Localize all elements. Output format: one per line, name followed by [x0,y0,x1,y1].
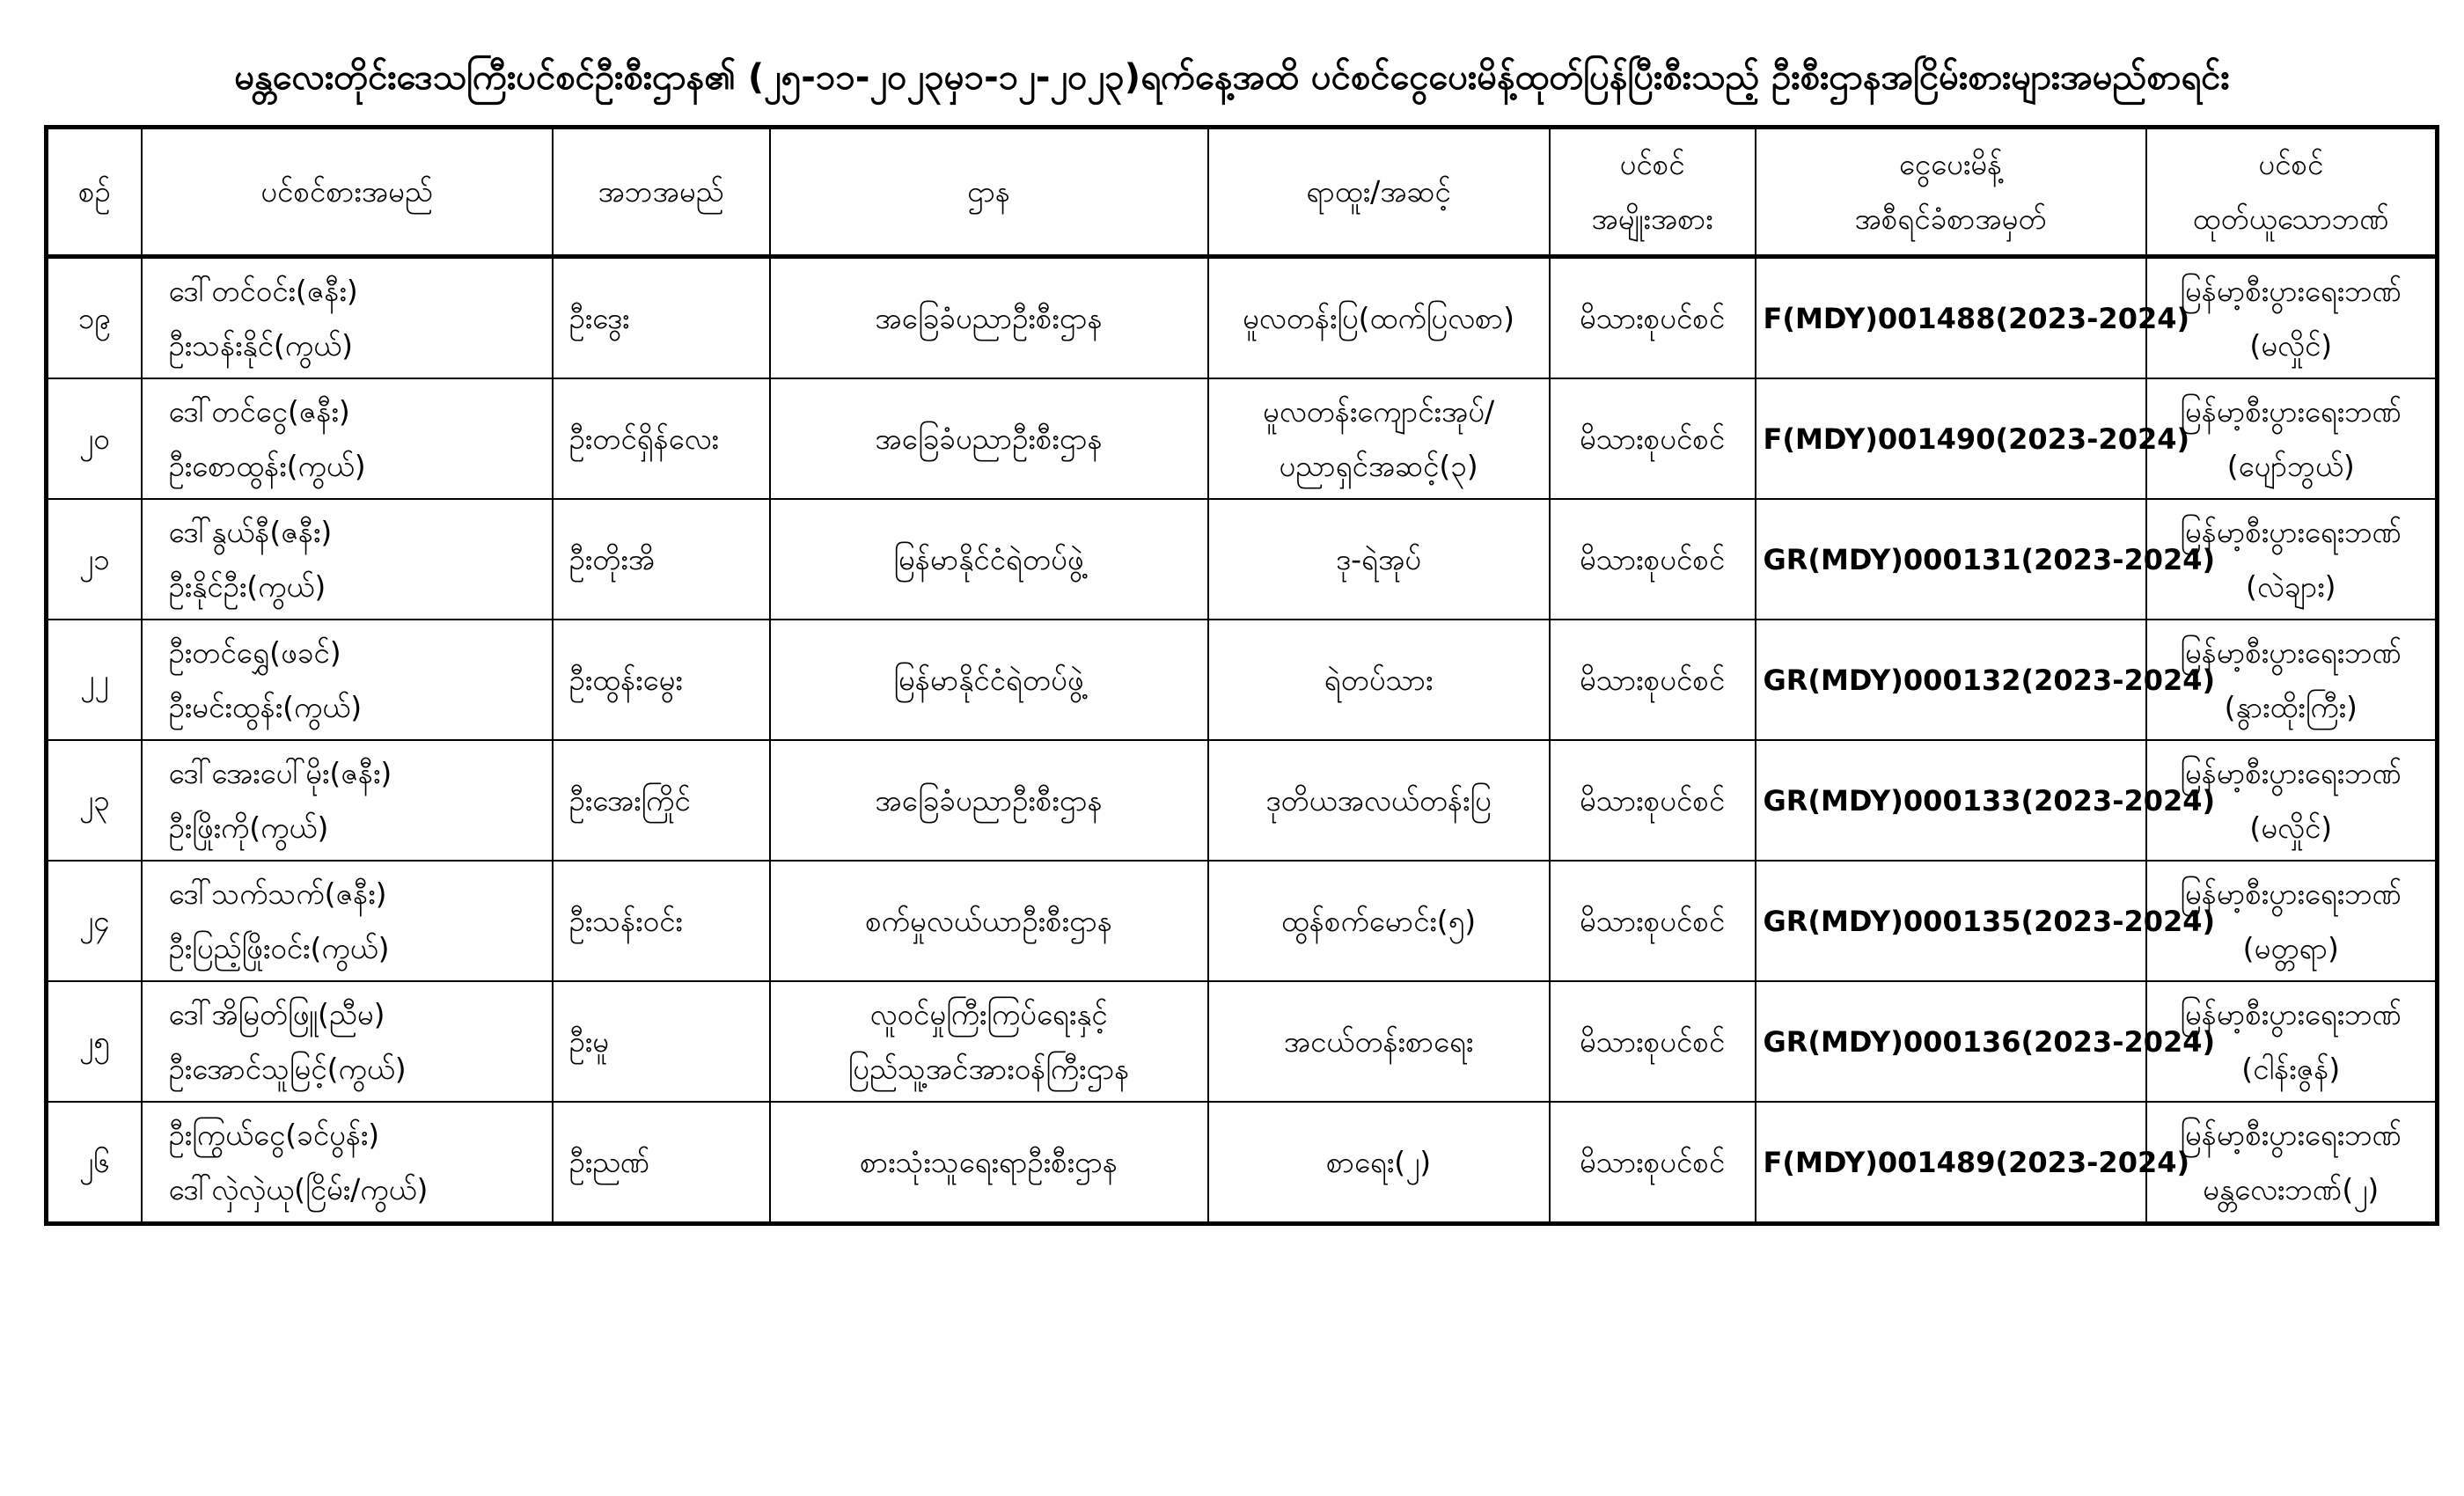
rank-cell-text: အငယ်တန်းစာရေး [1283,1023,1474,1059]
department-cell [770,1102,1208,1224]
department-cell [770,981,1208,1102]
pension-type-cell [1550,499,1756,620]
father-name-cell-text: ဦးသန်းဝင်း [568,903,683,938]
department-cell [770,378,1208,499]
pensioner-name-cell [142,1102,553,1224]
table-body [47,257,2438,1224]
pension-type-cell-text: မိသားစုပင်စင် [1579,421,1726,456]
pensioner-name-cell-text: ဦးစောထွန်း(ကွယ်) [168,448,366,483]
father-name-cell-text: ဦးညဏ် [568,1144,650,1179]
payment-order-cell-text: GR(MDY)000132(2023-2024) [1763,663,2216,697]
pension-type-cell-text: မိသားစုပင်စင် [1579,782,1726,818]
serial-cell [47,1102,142,1224]
bank-cell-text: (လဲချား) [2246,568,2336,604]
payment-order-cell-text: F(MDY)001488(2023-2024) [1763,301,2190,335]
rank-cell-text: ပညာရှင်အဆင့်(၃) [1279,448,1478,483]
pensioner-name-cell [142,257,553,379]
serial-cell-text: ၂၄ [78,903,110,938]
header-label-line1: စဉ် [77,174,111,209]
payment-order-cell [1756,981,2216,1102]
bank-cell-text: မြန်မာ့စီးပွားရေးဘဏ် [2180,273,2402,308]
pensioner-name-cell-text: ဒေါ်အိမြတ်ဖြူ(ညီမ) [168,996,385,1031]
bank-cell-text: (နွားထိုးကြီး) [2224,689,2358,724]
pension-type-cell [1550,378,1756,499]
header-serial [47,128,142,257]
serial-cell [47,257,142,379]
header-label-line1: အဘအမည် [598,174,724,209]
department-cell-text: မြန်မာနိုင်ငံရဲတပ်ဖွဲ့ [893,541,1084,576]
pension-type-cell [1550,861,1756,981]
bank-cell-text: မြန်မာ့စီးပွားရေးဘဏ် [2180,634,2402,670]
rank-cell-text: ဒုတိယအလယ်တန်းပြ [1265,782,1492,818]
header-pension-type [1550,128,1756,257]
payment-order-cell [1756,740,2216,861]
table-row [47,740,2438,861]
payment-order-cell-text: GR(MDY)000136(2023-2024) [1763,1024,2216,1059]
serial-cell [47,378,142,499]
table-row [47,257,2438,379]
rank-cell-text: မူလတန်းကျောင်းအုပ်/ [1262,393,1495,429]
father-name-cell [553,257,770,379]
header-label-line1: ဌာန [967,174,1010,209]
payment-order-cell-text: GR(MDY)000131(2023-2024) [1763,542,2216,576]
table-row [47,620,2438,740]
pensioner-name-cell-text: ဒေါ်တင်ဝင်း(ဇနီး) [168,273,358,308]
serial-cell-text: ၂၀ [78,421,110,456]
pension-type-cell [1550,981,1756,1102]
header-label-line2: အမျိုးအစား [1591,202,1713,236]
father-name-cell [553,499,770,620]
pension-type-cell-text: မိသားစုပင်စင် [1579,1144,1726,1179]
rank-cell [1208,620,1550,740]
pension-type-cell-text: မိသားစုပင်စင် [1579,1023,1726,1059]
payment-order-cell-text: F(MDY)001490(2023-2024) [1763,422,2190,456]
payment-order-cell [1756,620,2216,740]
pensioner-name-cell-text: ဦးဖြိုးကို(ကွယ်) [168,810,329,845]
payment-order-cell-text: GR(MDY)000133(2023-2024) [1763,783,2216,818]
serial-cell-text: ၁၉ [77,300,111,335]
pensioner-name-cell-text: ဒေါ်သက်သက်(ဇနီး) [168,876,387,911]
father-name-cell [553,620,770,740]
father-name-cell [553,378,770,499]
department-cell-text: အခြေခံပညာဦးစီးဌာန [875,782,1103,818]
pensioner-name-cell-text: ဒေါ်လှဲလှဲယု(ငြိမ်း/ကွယ်) [168,1171,429,1206]
serial-cell-text: ၂၆ [78,1144,110,1179]
pensioner-name-cell-text: ဒေါ်နွယ်နီ(ဇနီး) [168,514,333,549]
header-bank [2146,128,2438,257]
father-name-cell [553,740,770,861]
pensioner-name-cell [142,499,553,620]
rank-cell [1208,861,1550,981]
serial-cell-text: ၂၅ [78,1023,110,1059]
header-pensioner-name [142,128,553,257]
bank-cell-text: မန္တလေးဘဏ်(၂) [2203,1171,2380,1206]
pensioner-name-cell-text: ဦးတင်ရွှေ(ဖခင်) [168,634,341,670]
pension-type-cell-text: မိသားစုပင်စင် [1579,662,1726,697]
rank-cell-text: စာရေး(၂) [1325,1144,1432,1179]
table-row [47,499,2438,620]
rank-cell [1208,1102,1550,1224]
rank-cell-text: မူလတန်းပြ(ထက်ပြလစာ) [1242,300,1515,335]
rank-cell-text: ဒု-ရဲအုပ် [1335,541,1422,576]
pension-type-cell [1550,620,1756,740]
bank-cell-text: မြန်မာ့စီးပွားရေးဘဏ် [2180,514,2402,549]
department-cell-text: အခြေခံပညာဦးစီးဌာန [875,300,1103,335]
serial-cell-text: ၂၃ [78,782,110,818]
header-label-line1: ပင်စင် [2258,147,2324,181]
department-cell-text: လူဝင်မှုကြီးကြပ်ရေးနှင့် [869,996,1108,1031]
payment-order-cell-text: F(MDY)001489(2023-2024) [1763,1145,2190,1179]
serial-cell-text: ၂၁ [78,541,110,576]
header-rank [1208,128,1550,257]
header-label-line1: ငွေပေးမိန့် [1898,147,2003,181]
department-cell [770,740,1208,861]
rank-cell [1208,981,1550,1102]
bank-cell-text: (မလှိုင်) [2249,327,2333,363]
rank-cell-text: ထွန်စက်မောင်း(၅) [1280,903,1477,938]
pensioner-name-cell-text: ဦးနိုင်ဦး(ကွယ်) [168,568,326,604]
table-header-row [47,128,2438,257]
rank-cell [1208,257,1550,379]
serial-cell-text: ၂၂ [80,662,109,697]
document-title: မန္တလေးတိုင်းဒေသကြီးပင်စင်ဦးစီးဌာန၏ (၂၅-၁၁-၂၀၂၃မှ၁-၁၂-၂၀၂၃)ရက်နေ့အထိ ပင်စင်ငွေပေးမိန့်ထုတ်ပြန်ပြီးစီးသည့် ဦးစီးဌာနအငြိမ်းစားများအမည်စာရင်း [234,57,2230,98]
header-father-name [553,128,770,257]
rank-cell [1208,378,1550,499]
department-cell [770,620,1208,740]
bank-cell-text: (ပျော်ဘွယ်) [2226,448,2355,483]
pensioner-name-cell-text: ဦးအောင်သူမြင့်(ကွယ်) [168,1051,407,1086]
bank-cell [2146,1102,2438,1224]
pensioner-name-cell [142,740,553,861]
serial-cell [47,499,142,620]
rank-cell [1208,499,1550,620]
header-label-line1: ရာထူး/အဆင့် [1306,174,1451,209]
pensioner-name-cell [142,620,553,740]
table-row [47,378,2438,499]
bank-cell [2146,378,2438,499]
department-cell-text: စက်မှုလယ်ယာဦးစီးဌာန [865,903,1112,938]
department-cell [770,257,1208,379]
department-cell [770,861,1208,981]
father-name-cell-text: ဦးဒွေး [568,300,630,335]
header-label-line2: ထုတ်ယူသောဘဏ် [2192,202,2389,236]
father-name-cell-text: ဦးတိုးအိ [568,541,655,576]
pensioner-name-cell [142,981,553,1102]
pensioner-name-cell-text: ဦးပြည့်ဖြိုးဝင်း(ကွယ်) [168,930,390,965]
department-cell [770,499,1208,620]
bank-cell-text: (မလှိုင်) [2249,810,2333,845]
father-name-cell [553,981,770,1102]
department-cell-text: အခြေခံပညာဦးစီးဌာန [875,421,1103,456]
table-row [47,981,2438,1102]
pension-type-cell-text: မိသားစုပင်စင် [1579,903,1726,938]
pensioner-name-cell-text: ဦးမင်းထွန်း(ကွယ်) [168,689,363,724]
pensioner-name-cell-text: ဒေါ်တင်ငွေ(ဇနီး) [168,393,350,429]
serial-cell [47,740,142,861]
father-name-cell-text: ဦးအေးကြိုင် [568,782,691,818]
bank-cell-text: (မတ္တရာ) [2242,930,2339,965]
bank-cell-text: (ငါန်းဇွန်) [2241,1051,2341,1086]
father-name-cell-text: ဦးတင်ရှိန်လေး [568,421,719,456]
rank-cell-text: ရဲတပ်သား [1324,662,1434,697]
header-payment-order-no [1756,128,2146,257]
father-name-cell [553,1102,770,1224]
pensioner-name-cell-text: ဒေါ်အေးပေါ်မိုး(ဇနီး) [168,755,392,790]
department-cell-text: ပြည်သူ့အင်အားဝန်ကြီးဌာန [847,1051,1130,1086]
bank-cell-text: မြန်မာ့စီးပွားရေးဘဏ် [2180,393,2402,429]
serial-cell [47,861,142,981]
father-name-cell [553,861,770,981]
pensioner-name-cell-text: ဦးကြွယ်ငွေ(ခင်ပွန်း) [168,1117,380,1152]
serial-cell [47,981,142,1102]
father-name-cell-text: ဦးထွန်းမွေး [568,662,683,697]
bank-cell-text: မြန်မာ့စီးပွားရေးဘဏ် [2180,755,2402,790]
payment-order-cell-text: GR(MDY)000135(2023-2024) [1763,904,2216,938]
pension-type-cell-text: မိသားစုပင်စင် [1579,541,1726,576]
pensioner-name-cell [142,378,553,499]
pension-type-cell [1550,740,1756,861]
pensioner-name-cell-text: ဦးသန်းနိုင်(ကွယ်) [168,327,353,363]
bank-cell-text: မြန်မာ့စီးပွားရေးဘဏ် [2180,996,2402,1031]
pension-type-cell [1550,257,1756,379]
table-row [47,1102,2438,1224]
bank-cell [2146,257,2438,379]
payment-order-cell [1756,378,2190,499]
bank-cell-text: မြန်မာ့စီးပွားရေးဘဏ် [2180,1117,2402,1152]
father-name-cell-text: ဦးမူ [568,1023,610,1059]
rank-cell [1208,740,1550,861]
bank-cell-text: မြန်မာ့စီးပွားရေးဘဏ် [2180,876,2402,911]
pension-type-cell-text: မိသားစုပင်စင် [1579,300,1726,335]
header-label-line2: အစီရင်ခံစာအမှတ် [1854,202,2047,236]
table-row [47,861,2438,981]
pensioner-name-cell [142,861,553,981]
pensioner-table [44,125,2439,1226]
header-department [770,128,1208,257]
department-cell-text: စားသုံးသူရေးရာဦးစီးဌာန [859,1144,1118,1179]
payment-order-cell [1756,861,2216,981]
serial-cell [47,620,142,740]
payment-order-cell [1756,499,2216,620]
payment-order-cell [1756,257,2190,379]
department-cell-text: မြန်မာနိုင်ငံရဲတပ်ဖွဲ့ [893,662,1084,697]
header-label-line1: ပင်စင်စားအမည် [260,174,433,209]
pension-type-cell [1550,1102,1756,1224]
payment-order-cell [1756,1102,2190,1224]
header-label-line1: ပင်စင် [1619,147,1685,181]
